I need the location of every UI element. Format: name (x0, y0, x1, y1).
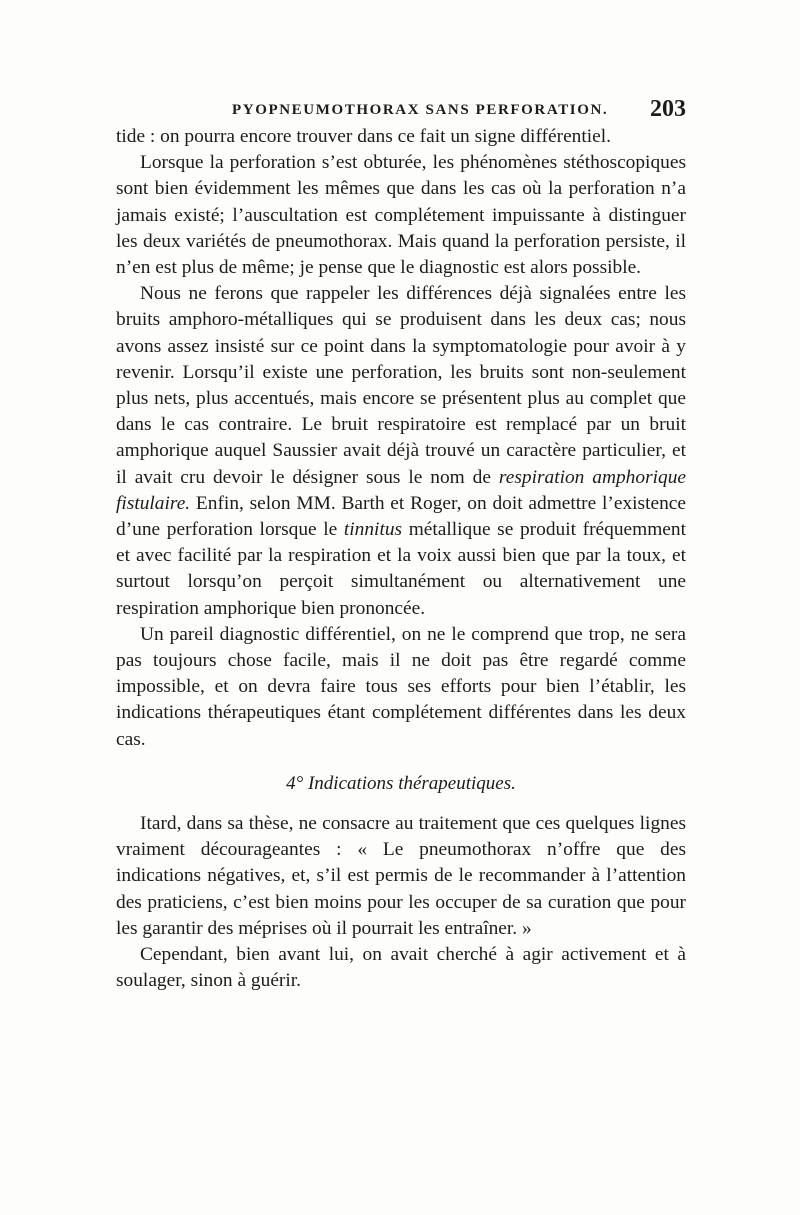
section-title: 4° Indications thérapeutiques. (286, 772, 516, 794)
paragraph-text: métallique se produit fréquemment et avec facilité par la respiration et la voix aussi bien que par la toux, et surtout lorsqu’on perçoit simultanément ou alternativement une respiration amphorique bien prononcée. (116, 519, 686, 619)
paragraph-diagnostic-differentiel: Un pareil diagnostic différentiel, on ne le comprend que trop, ne sera pas toujours chose facile, mais il ne doit pas être regardé comme impossible, et on devra faire tous ses efforts pour bien l’établir, les indications thérapeutiques étant complétement différentes dans les deux cas. (116, 623, 686, 750)
page-number: 203 (650, 96, 686, 122)
paragraph-text: Enfin, selon MM. Barth et Roger, on doit admettre l’existence d’une perforation lorsque le (116, 492, 686, 541)
italic-term-respiration: respiration amphorique fistulaire. (116, 466, 686, 514)
italic-term-tinnitus: tinnitus (343, 519, 403, 541)
running-head: PYOPNEUMOTHORAX SANS PERFORATION. (232, 102, 609, 118)
paragraph-text: Nous ne ferons que rappeler les différences déjà signalées entre les bruits amphoro-métalliques qui se produisent dans les deux cas; nous avons assez insisté sur ce point dans la symptomatologie pour avoir à y revenir. Lorsqu’il existe une perforation, les bruits sont non-seulement plus nets, plus accentués, mais encore se présentent plus au complet que dans le cas contraire. Le bruit respiratoire est remplacé par un bruit amphorique auquel Saussier avait déjà trouvé un caractère particulier, et il avait cru devoir le désigner sous le nom de (116, 283, 686, 488)
paragraph-itard: Itard, dans sa thèse, ne consacre au traitement que ces quelques lignes vraiment décourageantes : « Le pneumothorax n’offre que des indications négatives, et, s’il est permis de le recommander à l’attention des praticiens, c’est bien moins pour les occuper de sa curation que pour les garantir des méprises où il pourrait les entraîner. » (116, 813, 686, 939)
body-text (116, 124, 686, 995)
paragraph-perforation-obturee: Lorsque la perforation s’est obturée, les phénomènes stéthoscopiques sont bien évidemment les mêmes que dans les cas où la perforation n’a jamais existé; l’auscultation est complétement impuissante à distinguer les deux variétés de pneumothorax. Mais quand la perforation persiste, il n’en est plus de même; je pense que le diagnostic est alors possible. (116, 152, 686, 279)
paragraph-continuation: tide : on pourra encore trouver dans ce fait un signe différentiel. (116, 126, 611, 147)
page-header (116, 96, 686, 126)
paragraph-bruits-amphoriques (116, 281, 686, 622)
paragraph-cependant: Cependant, bien avant lui, on avait cherché à agir activement et à soulager, sinon à guérir. (116, 944, 686, 992)
